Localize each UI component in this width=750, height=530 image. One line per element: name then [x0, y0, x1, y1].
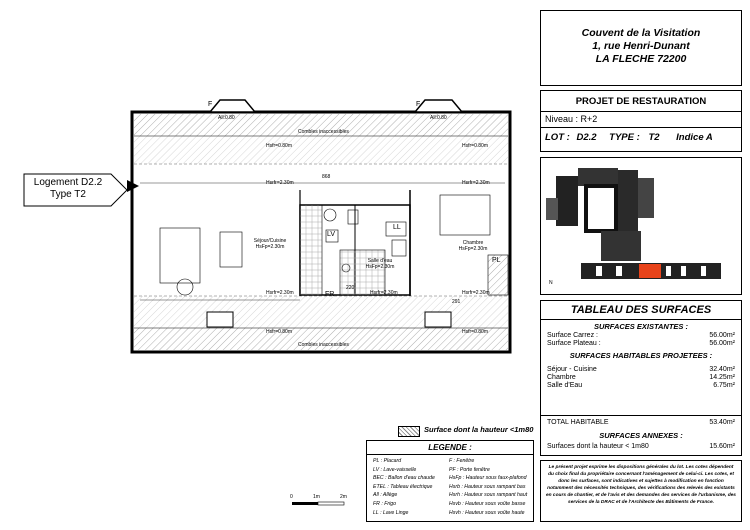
legend-right-1: PF : Porte fenêtre — [449, 466, 490, 473]
sejour-name: Séjour/Cuisine — [253, 238, 287, 244]
kitchen-counter — [300, 205, 322, 295]
legend-right-2: HsFp : Hauteur sous faux-plafond — [449, 475, 527, 482]
room-row-2 — [541, 382, 741, 389]
legend-left-0: PL : Placard — [373, 458, 402, 464]
legend-left-2: BEC : Ballon d'eau chaude — [373, 475, 435, 482]
plan-label-chambre — [448, 240, 498, 252]
legend-left — [373, 457, 435, 517]
plan-label-all-right: All:0.80 — [430, 115, 447, 121]
legend-title: LEGENDE : — [428, 443, 472, 452]
lot-value: D2.2 — [576, 132, 597, 143]
window-bottom-left — [207, 312, 233, 327]
unit-label-line2: Type T2 — [50, 189, 86, 200]
footnote-box — [540, 460, 742, 522]
plan-label-dim-mid: 220 — [346, 285, 355, 291]
unit-highlight — [639, 264, 661, 278]
plan-label-all-left: All:0.80 — [218, 115, 235, 121]
plan-label-hmr-080-a: Hsfr=0.80m — [266, 143, 292, 149]
legend-right-5: Hsvb : Hauteur sous voûte basse — [449, 500, 526, 507]
legend-left-1: LV : Lave-vaisselle — [373, 466, 417, 473]
project-title: PROJET DE RESTAURATION — [575, 96, 707, 107]
site-plan-box — [540, 157, 742, 295]
plan-label-combles-top: Combles inaccessibles — [298, 129, 349, 135]
plateau-label: Surface Plateau : — [547, 340, 601, 347]
annex-title: SURFACES ANNEXES : — [599, 431, 683, 440]
scale-label-1: 1m — [313, 494, 320, 500]
legend-right-6: Hsvh : Hauteur sous voûte haute — [449, 509, 525, 516]
plateau-row — [541, 340, 741, 347]
project-level: Niveau : R+2 — [545, 114, 598, 124]
carrez-row — [541, 332, 741, 339]
plan-label-hmr-230-e: Hsrfr=2.30m — [370, 290, 398, 296]
plateau-value: 56.00m² — [709, 340, 735, 347]
project-box — [540, 90, 742, 152]
annex-row — [541, 443, 741, 450]
legend-left-5: FR : Frigo — [373, 500, 397, 507]
room-value-0: 32.40m² — [709, 366, 735, 373]
type-value: T2 — [648, 132, 660, 143]
project-lot-row — [545, 132, 740, 143]
project-index: Indice A — [676, 132, 713, 143]
legend-left-3: ETEL : Tableau électrique — [373, 483, 433, 490]
table — [220, 232, 242, 267]
footnote: Le présent projet exprime les dispositions générales du lot. Les cotes dépendent du choix final du propriétaire concernant l'aménagement de celui-ci. Les cotes, et donc les surfaces, sont indicatives et sujettes à modification en fonction notamment des nécessités techniques, des vérifications des relevés des existants en cours de chantier, et de l'avis et des demandes des services de l'urbanisme, des services de la DRAC et de l'Architecte des Bâtiments de France. — [546, 465, 736, 505]
carrez-value: 56.00m² — [709, 332, 735, 339]
salle-eau-hfp: HsFp=2.30m — [365, 264, 395, 270]
scale-label-2: 2m — [340, 494, 347, 500]
room-value-1: 14.25m² — [709, 374, 735, 381]
plan-label-pl: PL — [492, 257, 501, 264]
window-bottom-right — [425, 312, 451, 327]
legend-left-4: All : Allège — [373, 492, 398, 499]
plan-label-dim-bottom: 291 — [452, 299, 461, 305]
plan-label-hmr-230-c: Hsrfr=2.30m — [266, 290, 294, 296]
room-row-0 — [541, 366, 741, 373]
plan-label-hmr-080-c: Hsfr=0.80m — [266, 329, 292, 335]
plan-label-hmr-080-d: Hsfr=0.80m — [462, 329, 488, 335]
room-label-2: Salle d'Eau — [547, 382, 583, 389]
svg-text:N: N — [549, 280, 553, 286]
existing-title: SURFACES EXISTANTES : — [593, 322, 689, 331]
plan-label-hmr-230-d: Hsrfr=2.30m — [462, 290, 490, 296]
scale-bar — [290, 500, 360, 512]
plan-label-f-right: F — [416, 101, 421, 108]
low-zone-top — [134, 136, 508, 164]
site-plan — [541, 158, 741, 294]
surfaces-title: TABLEAU DES SURFACES — [570, 304, 712, 316]
legend-right-3: Hsrb : Hauteur sous rampant bas — [449, 483, 526, 490]
dormer-right-top — [415, 100, 462, 112]
plan-label-salle-eau — [360, 258, 400, 270]
plan-label-f-left: F — [208, 101, 213, 108]
plan-label-fr: FR — [325, 291, 335, 298]
legend-right-0: F : Fenêtre — [449, 458, 475, 464]
legend-box — [366, 440, 534, 522]
total-label: TOTAL HABITABLE — [547, 419, 609, 426]
chambre-hfp: HsFp=2.30m — [458, 246, 488, 252]
legend-right-4: Hsrh : Hauteur sous rampant haut — [449, 492, 528, 499]
plan-label-lv: LV — [327, 231, 336, 238]
address-line3: LA FLECHE 72200 — [595, 53, 687, 65]
carrez-label: Surface Carrez : — [547, 332, 598, 339]
sejour-hfp: HsFp=2.30m — [255, 244, 285, 250]
room-label-0: Séjour - Cuisine — [547, 366, 597, 373]
surfaces-box — [540, 300, 742, 456]
scale-label-0: 0 — [290, 494, 293, 500]
address-line2: 1, rue Henri-Dunant — [592, 40, 690, 52]
salle-eau-name: Salle d'eau — [367, 258, 393, 264]
total-row — [541, 419, 741, 426]
plan-label-hmr-230-b: Hsrfr=2.30m — [462, 180, 490, 186]
annex-label: Surfaces dont la hauteur < 1m80 — [547, 443, 649, 450]
dormer-left-top — [210, 100, 255, 112]
chambre-name: Chambre — [462, 240, 484, 246]
sofa — [160, 228, 200, 283]
annex-value: 15.60m² — [709, 443, 735, 450]
hatch-swatch — [398, 426, 420, 437]
habitable-title: SURFACES HABITABLES PROJETEES : — [569, 351, 713, 360]
unit-label — [23, 177, 113, 201]
total-value: 53.40m² — [709, 419, 735, 426]
hatch-note: Surface dont la hauteur <1m80 — [424, 425, 534, 434]
legend-right — [449, 457, 527, 517]
type-label: TYPE : — [609, 132, 640, 143]
address-box — [540, 10, 742, 86]
lot-label: LOT : — [545, 132, 570, 143]
address-line1: Couvent de la Visitation — [581, 27, 701, 39]
plan-label-hmr-080-b: Hsfr=0.80m — [462, 143, 488, 149]
room-row-1 — [541, 374, 741, 381]
room-label-1: Chambre — [547, 374, 576, 381]
plan-label-hmr-230-a: Hsrfr=2.30m — [266, 180, 294, 186]
plan-label-combles-bottom: Combles inaccessibles — [298, 342, 349, 348]
plan-label-ll: LL — [393, 224, 401, 231]
plan-label-sejour — [240, 238, 300, 250]
plan-label-dim-top: 868 — [322, 174, 331, 180]
room-value-2: 6.75m² — [713, 382, 735, 389]
bed — [440, 195, 490, 235]
unit-label-line1: Logement D2.2 — [33, 177, 103, 188]
legend-left-6: LL : Lave Linge — [373, 509, 409, 516]
